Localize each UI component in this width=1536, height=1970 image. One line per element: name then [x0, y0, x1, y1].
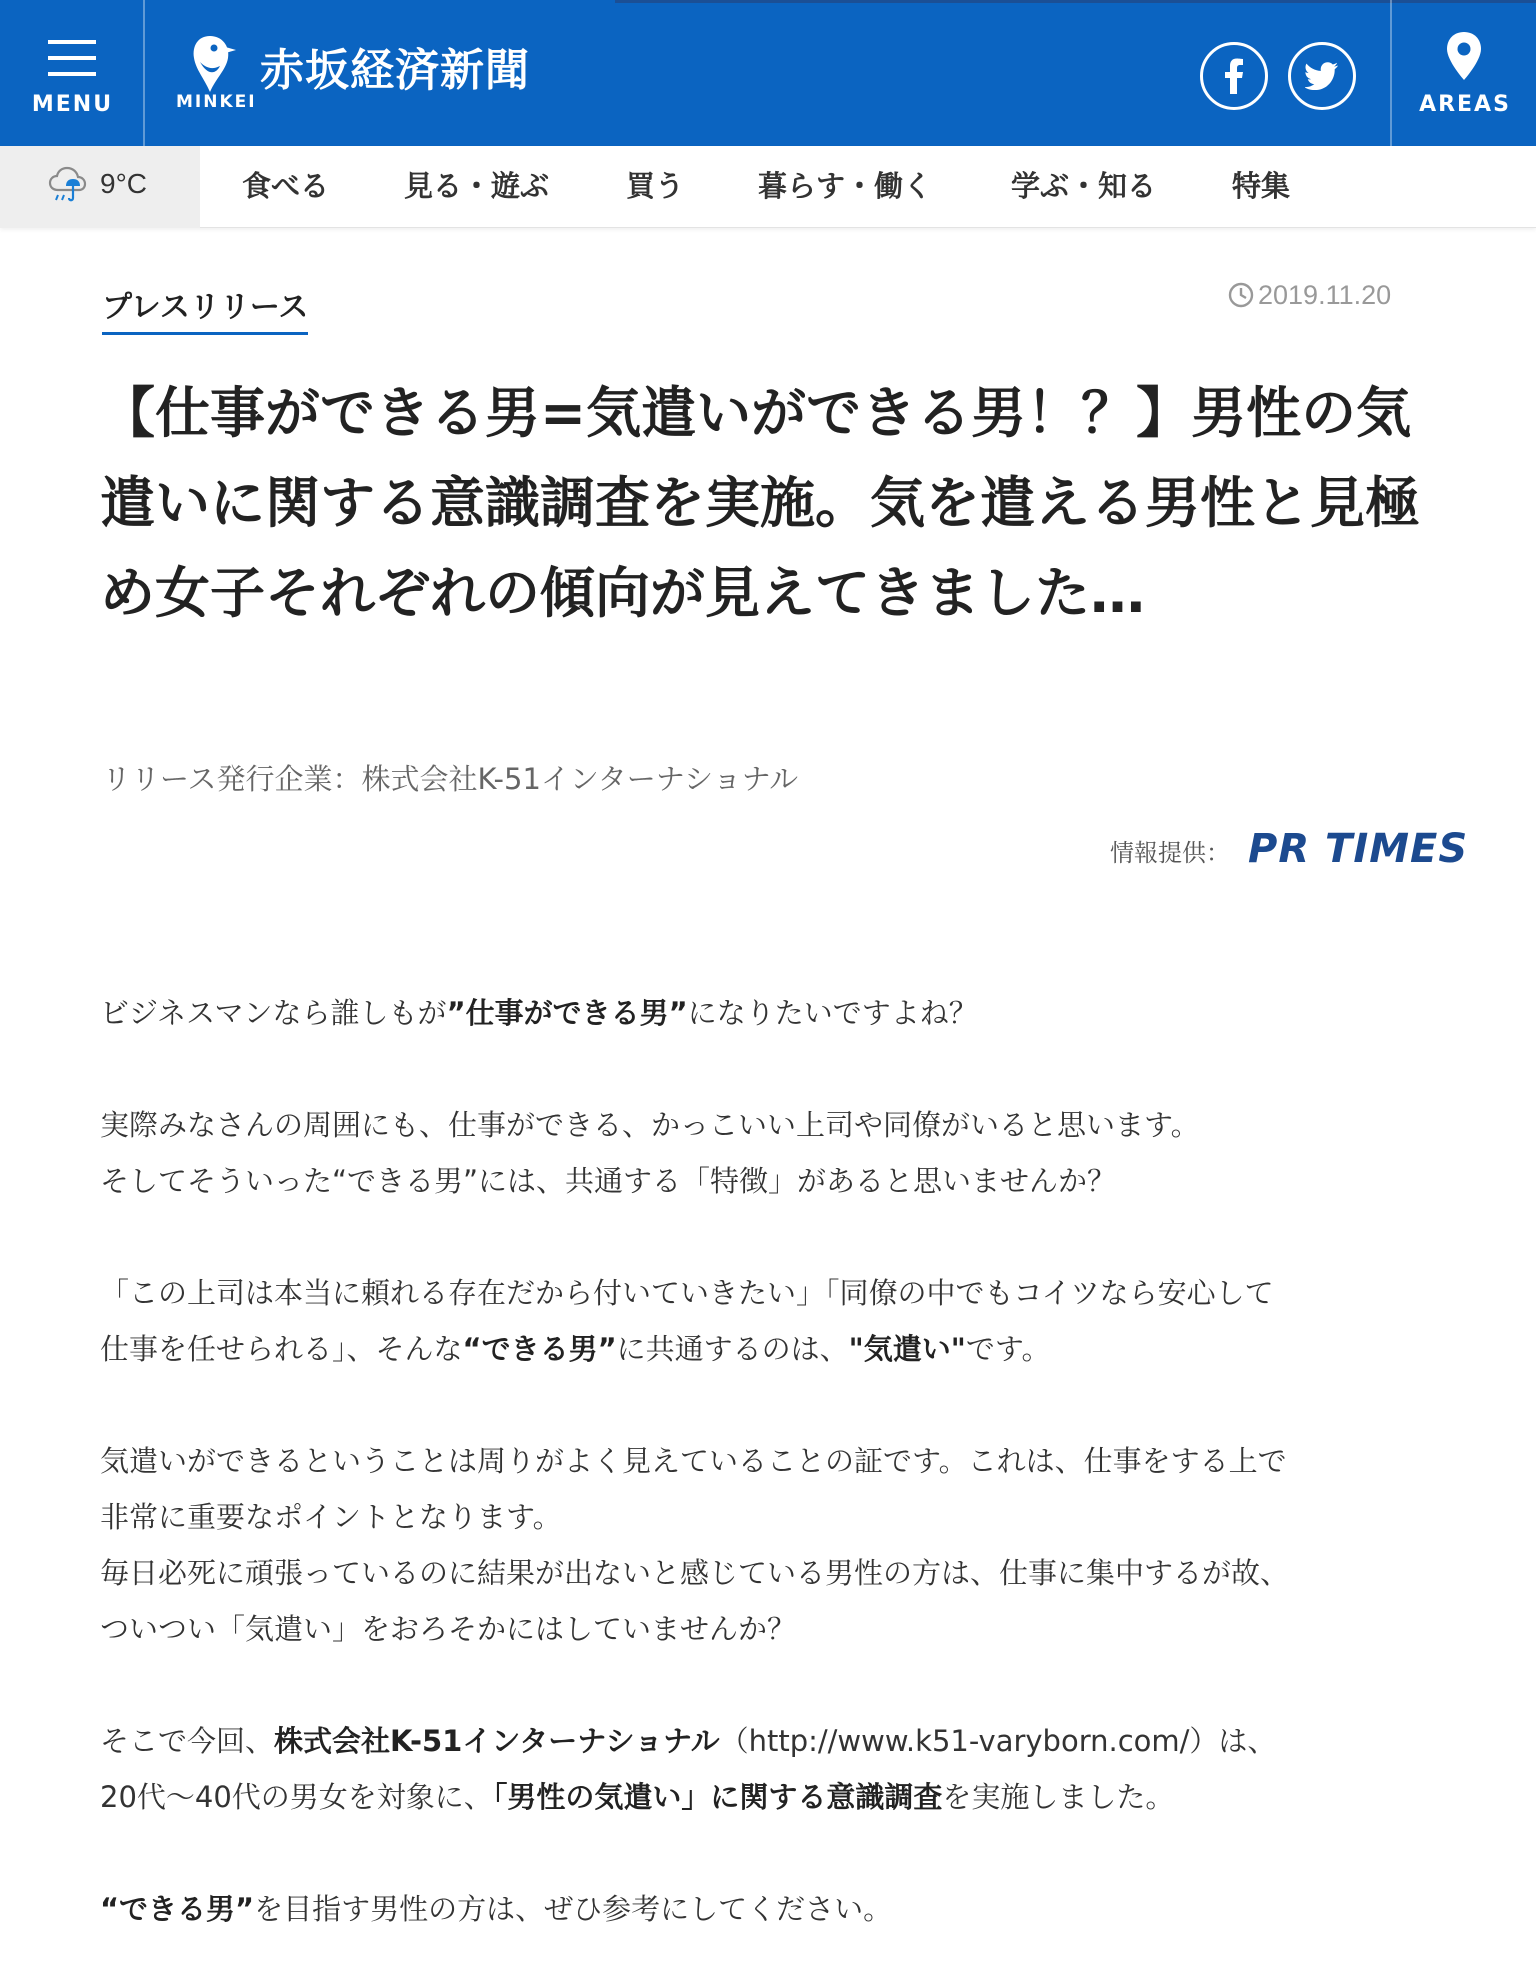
nav-item-eat[interactable]: 食べる [242, 169, 330, 203]
article-headline: 【仕事ができる男=気遣いができる男！？】男性の気遣いに関する意識調査を実施。気を遣える男性と見極め女子それぞれの傾向が見えてきました… [100, 381, 1421, 625]
areas-label: AREAS [1419, 92, 1511, 117]
paragraph: 非常に重要なポイントとなります。 [100, 1500, 562, 1534]
menu-button[interactable] [0, 0, 145, 146]
category-tag[interactable]: プレスリリース [102, 282, 308, 335]
nav-item-see-play[interactable]: 見る・遊ぶ [404, 169, 550, 203]
paragraph: 「この上司は本当に頼れる存在だから付いていきたい」「同僚の中でもコイツなら安心して [100, 1276, 1274, 1310]
site-header [0, 0, 1536, 146]
paragraph: そこで今回、株式会社K-51インターナショナル（http://www.k51-varyborn.com/）は、 [100, 1724, 1277, 1758]
category-nav [0, 146, 1536, 228]
areas-button[interactable] [1390, 0, 1536, 146]
prtimes-logo[interactable]: PR TIMES [1248, 826, 1469, 872]
paragraph: 実際みなさんの周囲にも、仕事ができる、かっこいい上司や同僚がいると思います。 [100, 1108, 1200, 1142]
bird-logo-icon [186, 32, 238, 96]
location-pin-icon [1444, 30, 1484, 82]
paragraph: “できる男”を目指す男性の方は、ぜひ参考にしてください。 [100, 1892, 893, 1926]
release-company: リリース発行企業：株式会社K-51インターナショナル [102, 762, 799, 796]
publish-date [1228, 280, 1391, 311]
menu-label: MENU [31, 92, 114, 117]
clock-icon [1228, 282, 1254, 308]
publish-date-text: 2019.11.20 [1258, 280, 1392, 310]
brand-label: MINKEI [176, 92, 257, 112]
provided-by-label: 情報提供： [1110, 839, 1230, 867]
twitter-button[interactable] [1288, 42, 1356, 110]
company-url[interactable]: （http://www.k51-varyborn.com/）は、 [719, 1724, 1277, 1758]
article-body [100, 985, 1450, 1937]
site-logo[interactable] [176, 28, 596, 118]
paragraph: 気遣いができるということは周りがよく見えていることの証です。これは、仕事をする上で [100, 1444, 1287, 1478]
facebook-icon [1222, 58, 1246, 94]
facebook-button[interactable] [1200, 42, 1268, 110]
rain-cloud-icon [48, 166, 92, 206]
paragraph: 20代〜40代の男女を対象に、「男性の気遣い」に関する意識調査を実施しました。 [100, 1780, 1175, 1814]
nav-item-live-work[interactable]: 暮らす・働く [758, 169, 933, 203]
weather-widget[interactable] [0, 146, 200, 228]
paragraph: 毎日必死に頑張っているのに結果が出ないと感じている男性の方は、仕事に集中するが故、 [100, 1556, 1290, 1590]
site-title: 赤坂経済新聞 [260, 45, 530, 96]
paragraph: そしてそういった“できる男”には、共通する「特徴」があると思いませんか？ [100, 1164, 1117, 1198]
paragraph: ついつい「気遣い」をおろそかにはしていませんか？ [100, 1612, 797, 1646]
twitter-icon [1305, 62, 1339, 90]
paragraph: 仕事を任せられる」、そんな“できる男”に共通するのは、"気遣い"です。 [100, 1332, 1051, 1366]
nav-item-buy[interactable]: 買う [626, 169, 685, 203]
weather-temperature: 9°C [100, 168, 147, 199]
nav-item-learn[interactable]: 学ぶ・知る [1011, 169, 1157, 203]
nav-item-feature[interactable]: 特集 [1232, 169, 1291, 203]
hamburger-icon [48, 40, 96, 76]
paragraph: ビジネスマンなら誰しもが”仕事ができる男”になりたいですよね？ [100, 996, 978, 1030]
